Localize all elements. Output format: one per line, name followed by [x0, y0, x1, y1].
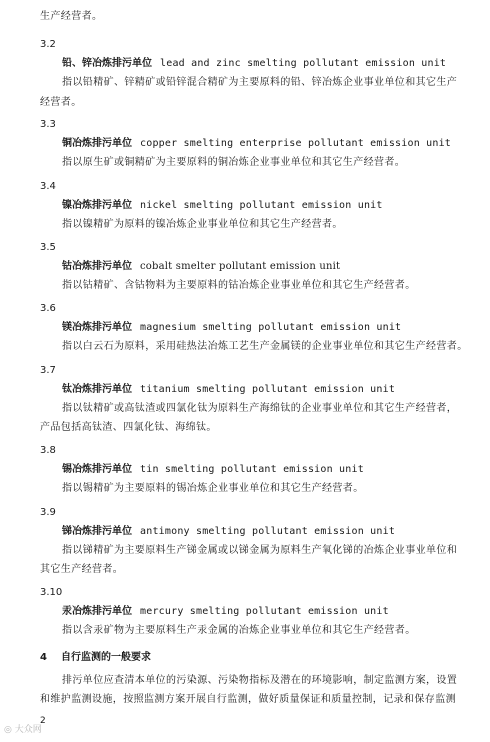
- clause-number: 3.4: [40, 181, 56, 192]
- term-chinese: 钛冶炼排污单位: [62, 384, 132, 395]
- clause-definition: 指以锡精矿为主要原料的锡冶炼企业事业单位和其它生产经营者。: [62, 483, 364, 494]
- clause-number: 3.10: [40, 587, 63, 598]
- term-english: mercury smelting pollutant emission unit: [140, 606, 389, 617]
- clause-number: 3.9: [40, 507, 56, 518]
- section-title: 自行监测的一般要求: [60, 652, 151, 663]
- clause-term: [62, 525, 395, 539]
- clause-definition: 指以钴精矿、含钴物料为主要原料的钴冶炼企业事业单位和其它生产经营者。: [62, 280, 416, 291]
- term-english: lead and zinc smelting pollutant emission unit: [160, 58, 447, 69]
- term-chinese: 锑冶炼排污单位: [62, 526, 132, 537]
- term-english: antimony smelting pollutant emission unit: [140, 526, 396, 537]
- clause-term: [62, 260, 340, 274]
- term-chinese: 汞冶炼排污单位: [62, 606, 132, 617]
- section-paragraph: 排污单位应查清本单位的污染源、污染物指标及潜在的环境影响，制定监测方案，设置: [62, 675, 458, 686]
- term-english: magnesium smelting pollutant emission unit: [140, 322, 402, 333]
- clause-definition-cont: 产品包括高钛渣、四氯化钛、海绵钛。: [40, 422, 217, 433]
- clause-term: [62, 463, 364, 477]
- clause-definition: 指以白云石为原料，采用硅热法冶炼工艺生产金属镁的企业事业单位和其它生产经营者。: [62, 341, 468, 352]
- clause-definition-cont: 其它生产经营者。: [40, 564, 124, 575]
- clause-term: [62, 57, 446, 71]
- term-english: copper smelting enterprise pollutant emission unit: [140, 138, 452, 149]
- watermark: [4, 722, 42, 735]
- section-number: 4: [40, 652, 47, 663]
- clause-term: [62, 321, 401, 335]
- clause-definition-cont: 经营者。: [40, 97, 82, 108]
- term-english: titanium smelting pollutant emission unit: [140, 384, 396, 395]
- watermark-text: 大众网: [14, 725, 42, 735]
- term-chinese: 镍冶炼排污单位: [62, 200, 132, 211]
- clause-definition: 指以镍精矿为原料的镍冶炼企业事业单位和其它生产经营者。: [62, 219, 343, 230]
- clause-term: [62, 605, 389, 619]
- term-english: cobalt smelter pollutant emission unit: [140, 261, 341, 272]
- watermark-icon: ◎: [4, 725, 12, 735]
- term-english: nickel smelting pollutant emission unit: [140, 200, 383, 211]
- clause-number: 3.7: [40, 365, 56, 376]
- clause-definition: 指以钛精矿或高钛渣或四氯化钛为原料生产海绵钛的企业事业单位和其它生产经营者，: [62, 403, 458, 414]
- term-chinese: 镁冶炼排污单位: [62, 322, 132, 333]
- clause-definition: 指以含汞矿物为主要原料生产汞金属的冶炼企业事业单位和其它生产经营者。: [62, 625, 416, 636]
- clause-number: 3.2: [40, 39, 56, 50]
- clause-definition: 指以原生矿或铜精矿为主要原料的铜冶炼企业事业单位和其它生产经营者。: [62, 157, 406, 168]
- clause-definition: 指以铅精矿、锌精矿或铅锌混合精矿为主要原料的铅、锌冶炼企业事业单位和其它生产: [62, 77, 458, 88]
- clause-term: [62, 199, 383, 213]
- clause-term: [62, 137, 451, 151]
- clause-definition: 指以锑精矿为主要原料生产锑金属或以锑金属为原料生产氧化锑的冶炼企业事业单位和: [62, 545, 458, 556]
- term-chinese: 钴冶炼排污单位: [62, 261, 132, 272]
- clause-number: 3.3: [40, 119, 56, 130]
- term-chinese: 锡冶炼排污单位: [62, 464, 132, 475]
- term-chinese: 铅、锌冶炼排污单位: [62, 58, 152, 69]
- clause-number: 3.5: [40, 242, 56, 253]
- clause-term: [62, 383, 395, 397]
- continued-text: 生产经营者。: [40, 11, 103, 22]
- clause-number: 3.8: [40, 445, 56, 456]
- clause-number: 3.6: [40, 303, 56, 314]
- term-english: tin smelting pollutant emission unit: [140, 464, 364, 475]
- page-number: 2: [40, 716, 46, 726]
- term-chinese: 铜冶炼排污单位: [62, 138, 132, 149]
- section-paragraph-cont: 和维护监测设施，按照监测方案开展自行监测，做好质量保证和质量控制，记录和保存监测: [40, 694, 456, 705]
- section-heading: [40, 651, 151, 665]
